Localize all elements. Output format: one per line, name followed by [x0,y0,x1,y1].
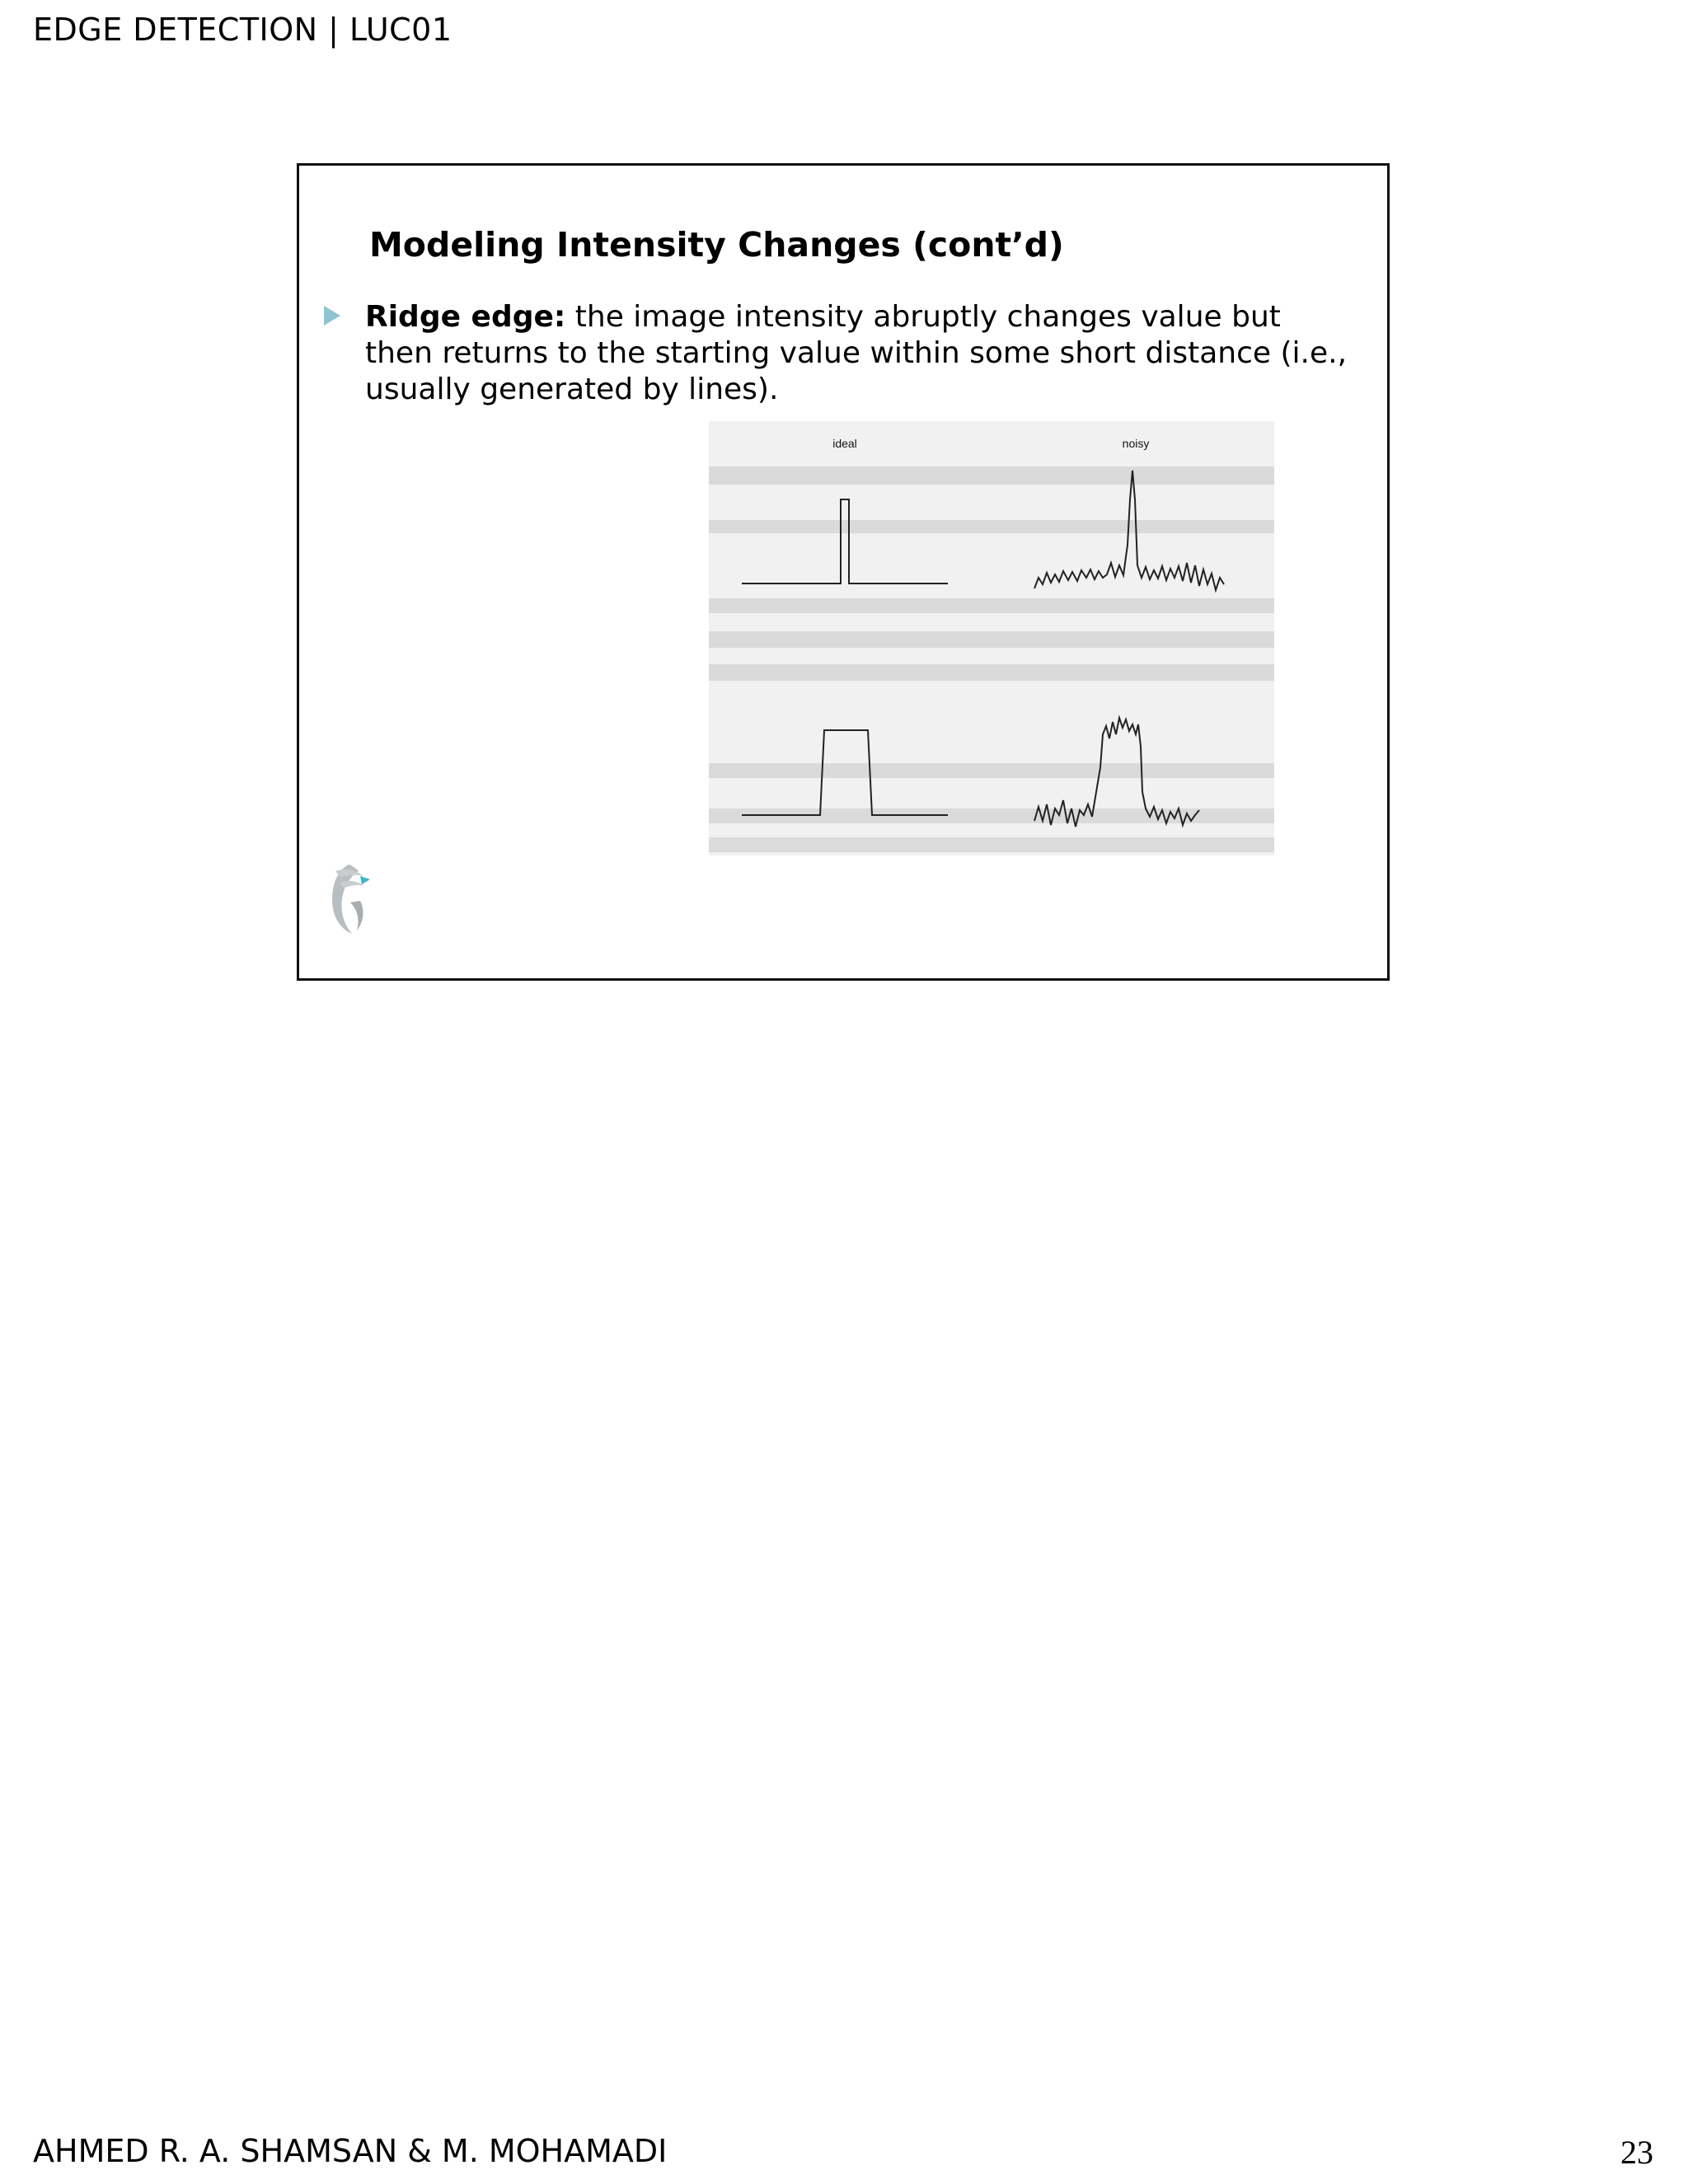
university-logo-icon [324,860,373,938]
bullet-term: Ridge edge: [365,300,566,334]
label-ideal: ideal [832,437,857,450]
ridge-profiles-svg [709,421,1274,855]
slide-title: Modeling Intensity Changes (cont’d) [369,225,1064,265]
ridge-edge-figure [709,421,1274,855]
document-header: EDGE DETECTION | LUC01 [33,12,452,48]
bullet-text [365,299,1354,408]
bullet-description: the image intensity abruptly changes value but then returns to the starting value within some short distance (i.e., usually generated by lines). [365,300,1348,406]
scan-background-texture [709,466,1274,852]
ideal-narrow-ridge-profile [742,499,948,583]
page-number: 23 [1620,2134,1653,2171]
footer-authors: AHMED R. A. SHAMSAN & M. MOHAMADI [33,2133,668,2169]
slide-frame [297,163,1390,981]
triangle-bullet-icon [324,306,340,326]
label-noisy: noisy [1122,437,1150,450]
